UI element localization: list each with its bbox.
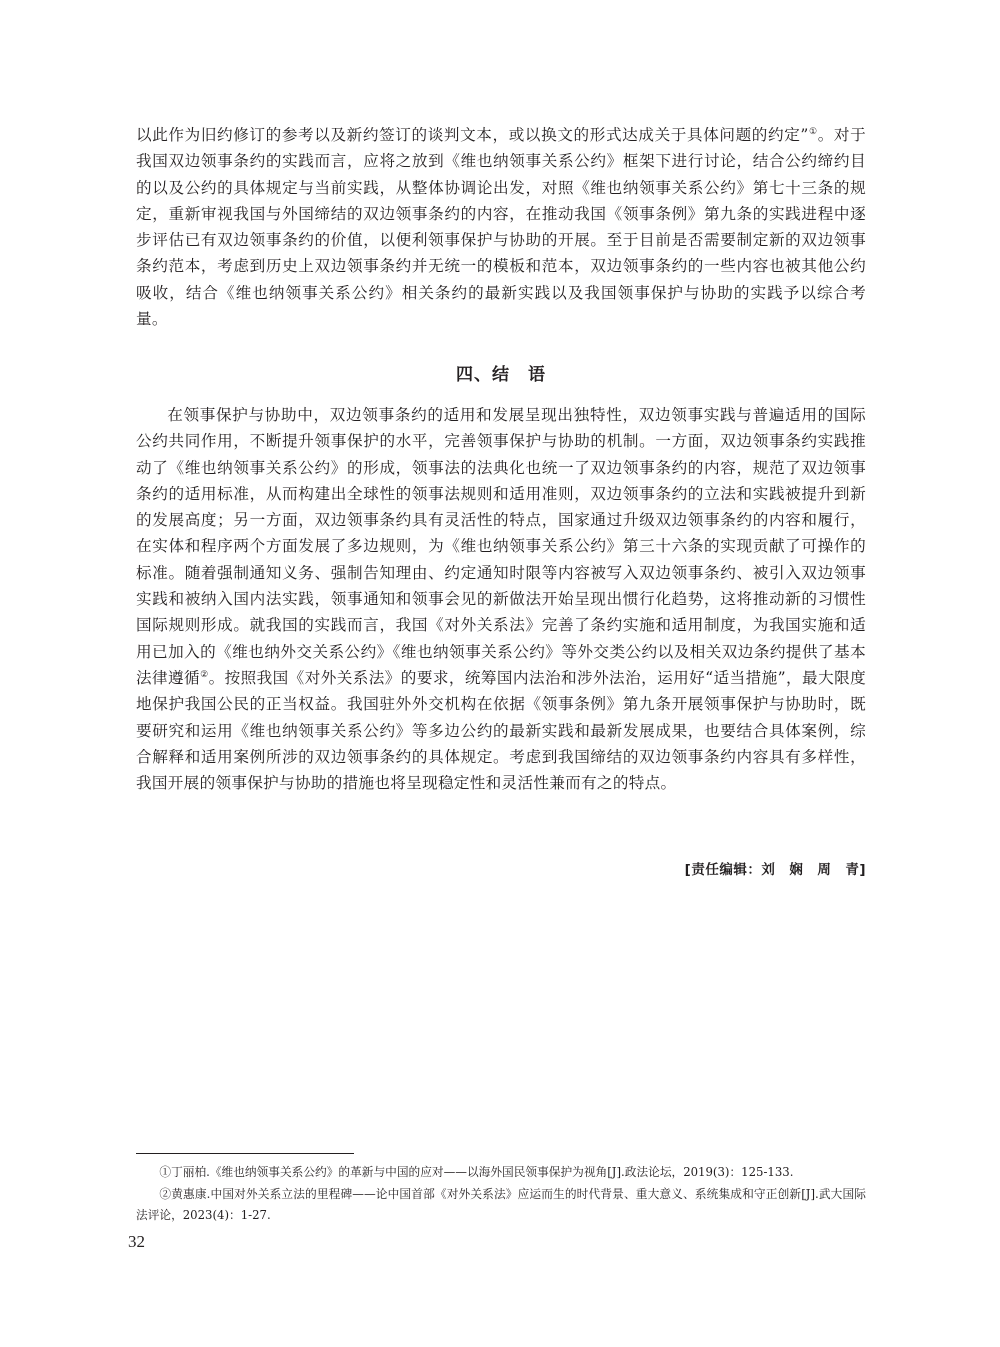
footnotes [136,1162,866,1227]
section-heading: 四、结 语 [456,365,546,385]
footnote-divider [136,1153,354,1154]
paragraph-1-text: 以此作为旧约修订的参考以及新约签订的谈判文本，或以换文的形式达成关于具体问题的约定” [136,126,809,144]
page-number: 32 [128,1232,145,1251]
body-paragraph-2 [136,402,866,796]
paragraph-2-text-end: 。按照我国《对外关系法》的要求，统筹国内法治和涉外法治，运用好“适当措施”，最大限度地保护我国公民的正当权益。我国驻外外交机构在依据《领事条例》第九条开展领事保护与协助时，既要研究和运用《维也纳领事关系公约》等多边公约的最新实践和最新发展成果，也要结合具体案例，综合解释和适用案例所涉的双边领事条约的具体规定。考虑到我国缔结的双边领事条约内容具有多样性，我国开展的领事保护与协助的措施也将呈现稳定性和灵活性兼而有之的特点。 [136,668,866,793]
footnote-ref-1[interactable]: ① [808,126,818,137]
footnote-2: ②黄惠康.中国对外关系立法的里程碑——论中国首部《对外关系法》应运而生的时代背景、重大意义、系统集成和守正创新[J].武大国际法评论，2023(4)：1-27. [136,1186,866,1222]
footnote-ref-2[interactable]: ② [200,669,209,680]
footnote-1: ①丁丽柏.《维也纳领事关系公约》的革新与中国的应对——以海外国民领事保护为视角[J].政法论坛，2019(3)：125-133. [159,1165,794,1179]
editor-note: [责任编辑：刘 娴 周 青] [684,862,866,878]
paragraph-1-text-end: 。对于我国双边领事条约的实践而言，应将之放到《维也纳领事关系公约》框架下进行讨论，结合公约缔约目的以及公约的具体规定与当前实践，从整体协调论出发，对照《维也纳领事关系公约》第七十三条的规定，重新审视我国与外国缔结的双边领事条约的内容，在推动我国《领事条例》第九条的实践进程中逐步评估已有双边领事条约的价值，以便利领事保护与协助的开展。至于目前是否需要制定新的双边领事条约范本，考虑到历史上双边领事条约并无统一的模板和范本，双边领事条约的一些内容也被其他公约吸收，结合《维也纳领事关系公约》相关条约的最新实践以及我国领事保护与协助的实践予以综合考量。 [136,126,866,329]
paragraph-2-text: 在领事保护与协助中，双边领事条约的适用和发展呈现出独特性，双边领事实践与普遍适用的国际公约共同作用，不断提升领事保护的水平，完善领事保护与协助的机制。一方面，双边领事条约实践推动了《维也纳领事关系公约》的形成，领事法的法典化也统一了双边领事条约的内容，规范了双边领事条约的适用标准，从而构建出全球性的领事法规则和适用准则，双边领事条约的立法和实践被提升到新的发展高度；另一方面，双边领事条约具有灵活性的特点，国家通过升级双边领事条约的内容和履行，在实体和程序两个方面发展了多边规则，为《维也纳领事关系公约》第三十六条的实现贡献了可操作的标准。随着强制通知义务、强制告知理由、约定通知时限等内容被写入双边领事条约、被引入双边领事实践和被纳入国内法实践，领事通知和领事会见的新做法开始呈现出惯行化趋势，这将推动新的习惯性国际规则形成。就我国的实践而言，我国《对外关系法》完善了条约实施和适用制度，为我国实施和适用已加入的《维也纳外交关系公约》《维也纳领事关系公约》等外交类公约以及相关双边条约提供了基本法律遵循 [136,406,866,687]
body-paragraph-1 [136,122,866,332]
